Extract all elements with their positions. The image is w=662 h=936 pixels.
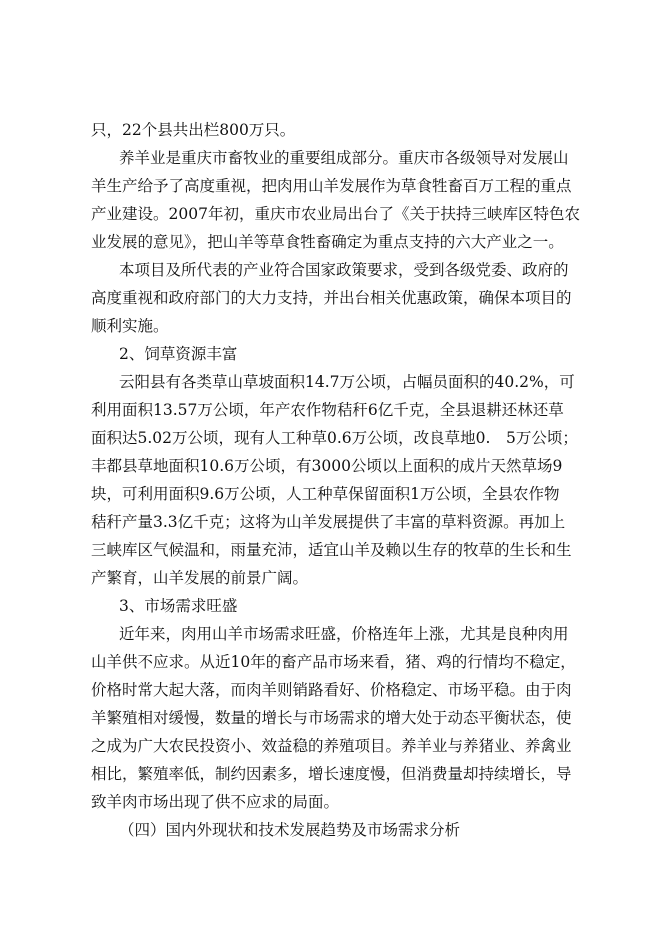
text-line: 只，22个县共出栏800万只。 (91, 121, 296, 139)
chapter-heading: （四）国内外现状和技术发展趋势及市场需求分析 (119, 821, 461, 839)
paragraph-line: 羊生产给予了高度重视，把肉用山羊发展作为草食牲畜百万工程的重点 (91, 177, 572, 195)
paragraph-line: 致羊肉市场出现了供不应求的局面。 (91, 793, 340, 811)
paragraph-line: 养羊业是重庆市畜牧业的重要组成部分。重庆市各级领导对发展山 (119, 149, 569, 167)
section-heading: 2、饲草资源丰富 (119, 345, 238, 363)
paragraph-line: 山羊供不应求。从近10年的畜产品市场来看，猪、鸡的行情均不稳定， (91, 653, 576, 671)
paragraph-line: 顺利实施。 (91, 317, 169, 335)
paragraph-line: 产业建设。2007年初，重庆市农业局出台了《关于扶持三峡库区特色农 (91, 205, 580, 223)
paragraph-line: 云阳县有各类草山草坡面积14.7万公顷，占幅员面积的40.2%，可 (119, 373, 575, 391)
paragraph-line: 三峡库区气候温和，雨量充沛，适宜山羊及赖以生存的牧草的生长和生 (91, 541, 572, 559)
section-heading: 3、市场需求旺盛 (119, 597, 238, 615)
paragraph-line: 价格时常大起大落，而肉羊则销路看好、价格稳定、市场平稳。由于肉 (91, 681, 572, 699)
paragraph-line: 秸秆产量3.3亿千克；这将为山羊发展提供了丰富的草料资源。再加上 (91, 513, 566, 531)
paragraph-line: 相比，繁殖率低，制约因素多，增长速度慢，但消费量却持续增长，导 (91, 765, 572, 783)
paragraph-line: 面积达5.02万公顷，现有人工种草0.6万公顷，改良草地0. 5万公顷； (91, 429, 578, 447)
paragraph-line: 产繁育，山羊发展的前景广阔。 (91, 569, 309, 587)
paragraph-line: 之成为广大农民投资小、效益稳的养殖项目。养羊业与养猪业、养禽业 (91, 737, 572, 755)
paragraph-line: 业发展的意见》，把山羊等草食牲畜确定为重点支持的六大产业之一。 (91, 233, 564, 251)
paragraph-line: 高度重视和政府部门的大力支持，并出台相关优惠政策，确保本项目的 (91, 289, 572, 307)
paragraph-line: 羊繁殖相对缓慢，数量的增长与市场需求的增大处于动态平衡状态，使 (91, 709, 572, 727)
paragraph-line: 丰都县草地面积10.6万公顷，有3000公顷以上面积的成片天然草场9 (91, 457, 563, 475)
paragraph-line: 近年来，肉用山羊市场需求旺盛，价格连年上涨，尤其是良种肉用 (119, 625, 569, 643)
paragraph-line: 利用面积13.57万公顷，年产农作物秸秆6亿千克，全县退耕还林还草 (91, 401, 564, 419)
paragraph-line: 块，可利用面积9.6万公顷，人工种草保留面积1万公顷，全县农作物 (91, 485, 560, 503)
paragraph-line: 本项目及所代表的产业符合国家政策要求，受到各级党委、政府的 (119, 261, 569, 279)
